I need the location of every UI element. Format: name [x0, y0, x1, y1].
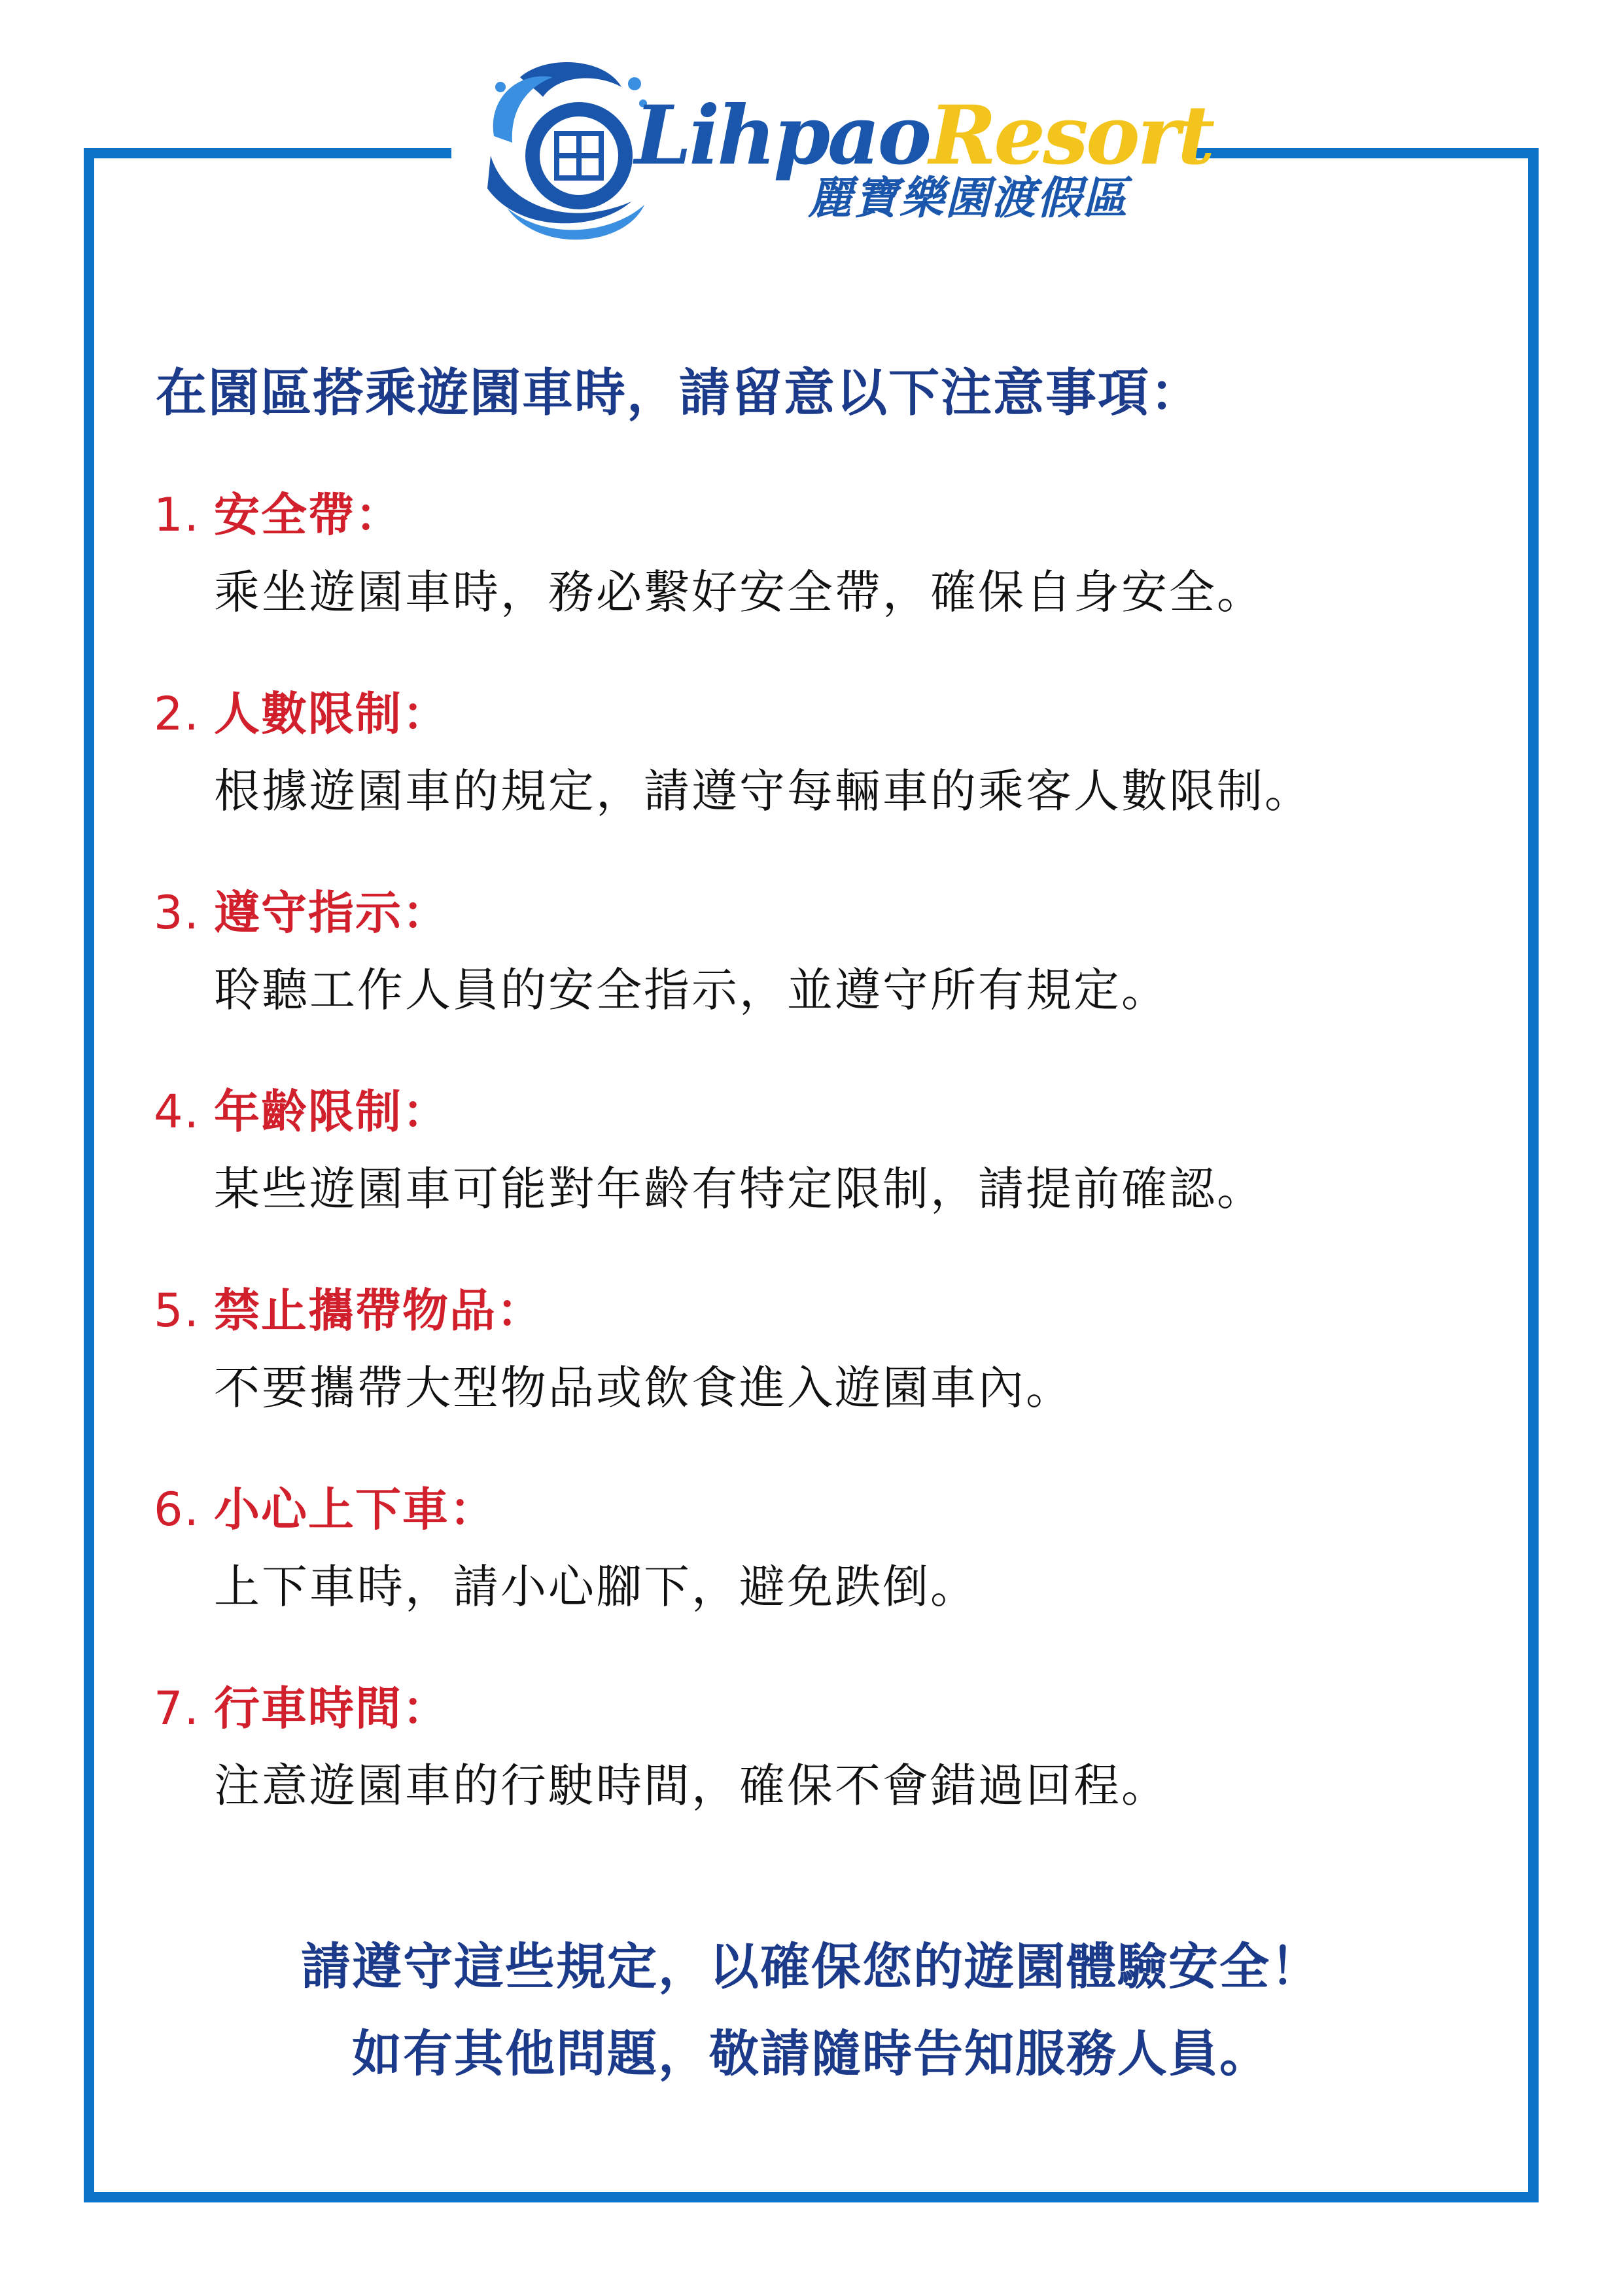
rule-title — [154, 1084, 1514, 1139]
rule-title-text: 年齡限制： — [214, 1085, 449, 1139]
closing-line-1: 請遵守這些規定，以確保您的遊園體驗安全！ — [301, 1937, 1321, 1996]
lihpao-resort-logo — [481, 58, 1213, 247]
rule-title — [154, 1482, 1514, 1537]
rule-item — [154, 1681, 1514, 1880]
logo-wordmark — [635, 88, 1213, 183]
rule-item — [154, 1482, 1514, 1681]
rule-body: 注意遊園車的行駛時間，確保不會錯過回程。 — [214, 1759, 1169, 1812]
logo-word-lihpao: Lihpao — [635, 88, 930, 183]
rule-item — [154, 885, 1514, 1084]
rule-title — [154, 487, 1514, 542]
rule-title — [154, 1283, 1514, 1338]
rule-title — [154, 885, 1514, 940]
closing-message — [84, 1937, 1539, 2083]
notice-heading: 在園區搭乘遊園車時，請留意以下注意事項： — [156, 364, 1203, 423]
rule-title-text: 人數限制： — [214, 687, 449, 741]
rule-body: 根據遊園車的規定，請遵守每輛車的乘客人數限制。 — [214, 764, 1312, 818]
rule-body: 不要攜帶大型物品或飲食進入遊園車內。 — [214, 1361, 1073, 1415]
rule-number: 1. — [154, 488, 200, 542]
rule-number: 3. — [154, 886, 200, 940]
rule-body: 聆聽工作人員的安全指示，並遵守所有規定。 — [214, 963, 1169, 1017]
logo-subtitle: 麗寶樂園渡假區 — [808, 173, 1129, 224]
rule-title-text: 禁止攜帶物品： — [214, 1284, 544, 1337]
rule-item — [154, 1084, 1514, 1283]
rule-item — [154, 686, 1514, 885]
rule-body: 上下車時，請小心腳下，避免跌倒。 — [214, 1560, 978, 1614]
rule-body: 乘坐遊園車時，務必繫好安全帶，確保自身安全。 — [214, 565, 1265, 619]
rule-title — [154, 686, 1514, 741]
rule-body: 某些遊園車可能對年齡有特定限制，請提前確認。 — [214, 1162, 1265, 1216]
rule-number: 6. — [154, 1483, 200, 1536]
rule-title-text: 安全帶： — [214, 488, 402, 542]
logo-word-resort: Resort — [929, 88, 1213, 183]
rule-number: 2. — [154, 687, 200, 741]
rule-item — [154, 1283, 1514, 1482]
rule-title — [154, 1681, 1514, 1736]
rule-title-text: 小心上下車： — [214, 1483, 497, 1536]
rule-title-text: 行車時間： — [214, 1682, 449, 1735]
closing-line-2: 如有其他問題，敬請隨時告知服務人員。 — [352, 2024, 1270, 2083]
wave-window-emblem-icon — [481, 58, 651, 247]
rule-item — [154, 487, 1514, 686]
rule-title-text: 遵守指示： — [214, 886, 449, 940]
rule-number: 4. — [154, 1085, 200, 1139]
rule-number: 5. — [154, 1284, 200, 1337]
rules-list — [154, 487, 1514, 1880]
rule-number: 7. — [154, 1682, 200, 1735]
